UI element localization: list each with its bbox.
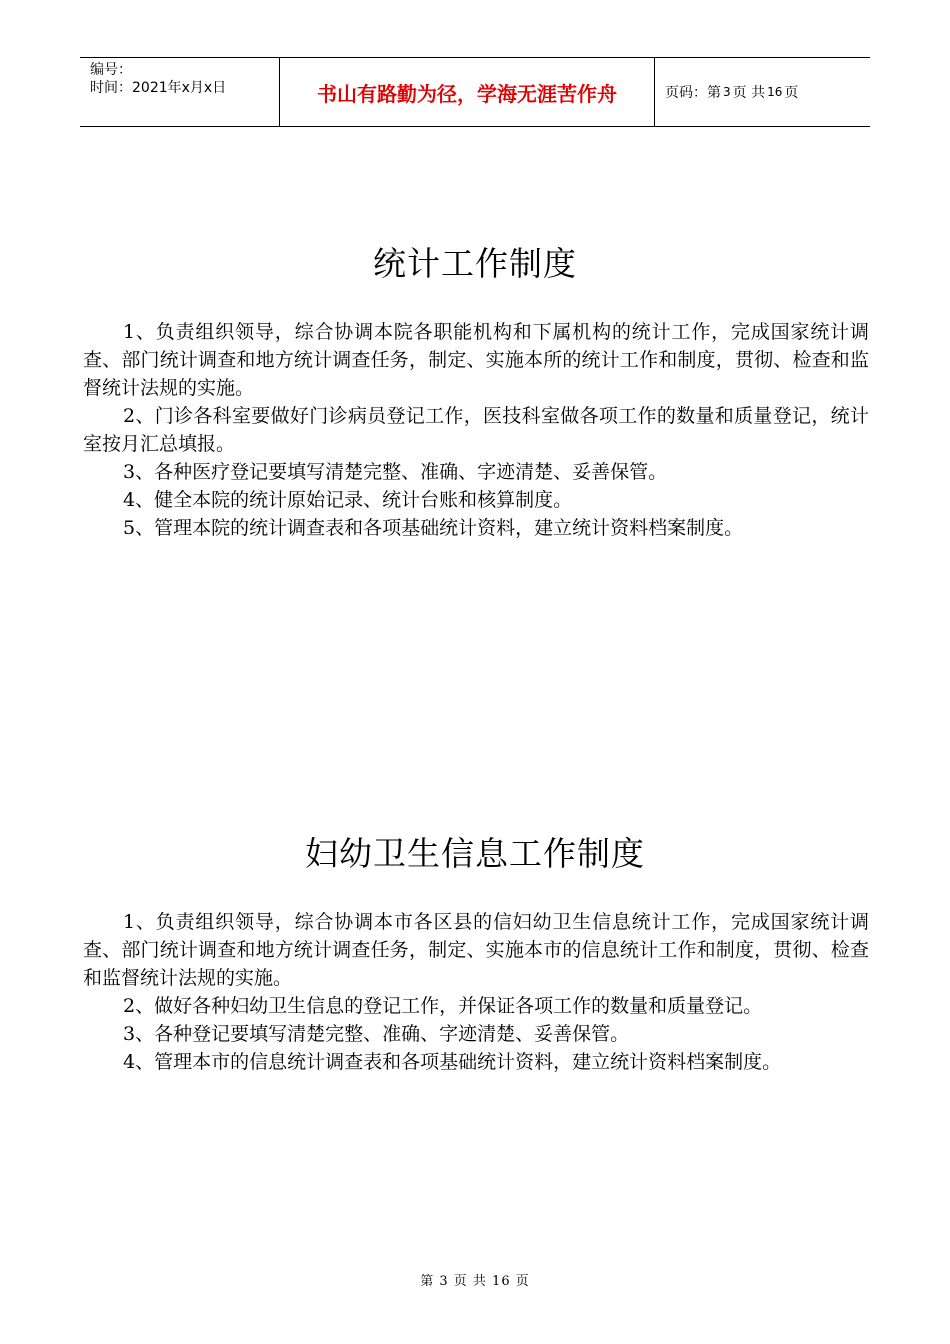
paragraph: 3、各种医疗登记要填写清楚完整、准确、字迹清楚、妥善保管。 [123, 461, 668, 483]
section-title-maternal-child: 妇幼卫生信息工作制度 [305, 834, 645, 873]
paragraph: 2、门诊各科室要做好门诊病员登记工作，医技科室做各项工作的数量和质量登记，统计室按月汇总填报。 [83, 405, 869, 455]
paragraph: 2、做好各种妇幼卫生信息的登记工作，并保证各项工作的数量和质量登记。 [123, 995, 763, 1017]
document-number-label: 编号： [90, 62, 132, 78]
section-body-maternal-child [83, 908, 869, 1076]
section-body-statistics [83, 318, 869, 542]
page-prefix: 页码：第 [665, 85, 721, 101]
page-mid: 页 共 [732, 85, 766, 101]
header-page-info [655, 58, 870, 126]
paragraph: 4、健全本院的统计原始记录、统计台账和核算制度。 [123, 489, 573, 511]
section-title-statistics: 统计工作制度 [373, 244, 577, 283]
page-suffix: 页 [784, 85, 799, 101]
page-total: 16 [767, 85, 783, 99]
paragraph: 3、各种登记要填写清楚完整、准确、字迹清楚、妥善保管。 [123, 1023, 630, 1045]
paragraph: 5、管理本院的统计调查表和各项基础统计资料，建立统计资料档案制度。 [123, 517, 744, 539]
header-meta [80, 58, 280, 126]
page-current: 3 [723, 85, 731, 99]
paragraph: 1、负责组织领导，综合协调本市各区县的信妇幼卫生信息统计工作，完成国家统计调查、部门统计调查和地方统计调查任务，制定、实施本市的信息统计工作和制度，贯彻、检查和监督统计法规的实施。 [83, 911, 869, 989]
paragraph: 1、负责组织领导，综合协调本院各职能机构和下属机构的统计工作，完成国家统计调查、部门统计调查和地方统计调查任务，制定、实施本所的统计工作和制度，贯彻、检查和监督统计法规的实施。 [83, 321, 869, 399]
page-header [80, 57, 870, 127]
page-footer: 第 3 页 共 16 页 [420, 1274, 530, 1289]
paragraph: 4、管理本市的信息统计调查表和各项基础统计资料，建立统计资料档案制度。 [123, 1051, 782, 1073]
document-time-label: 时间：2021年x月x日 [90, 80, 227, 96]
header-motto: 书山有路勤为径，学海无涯苦作舟 [280, 58, 655, 126]
